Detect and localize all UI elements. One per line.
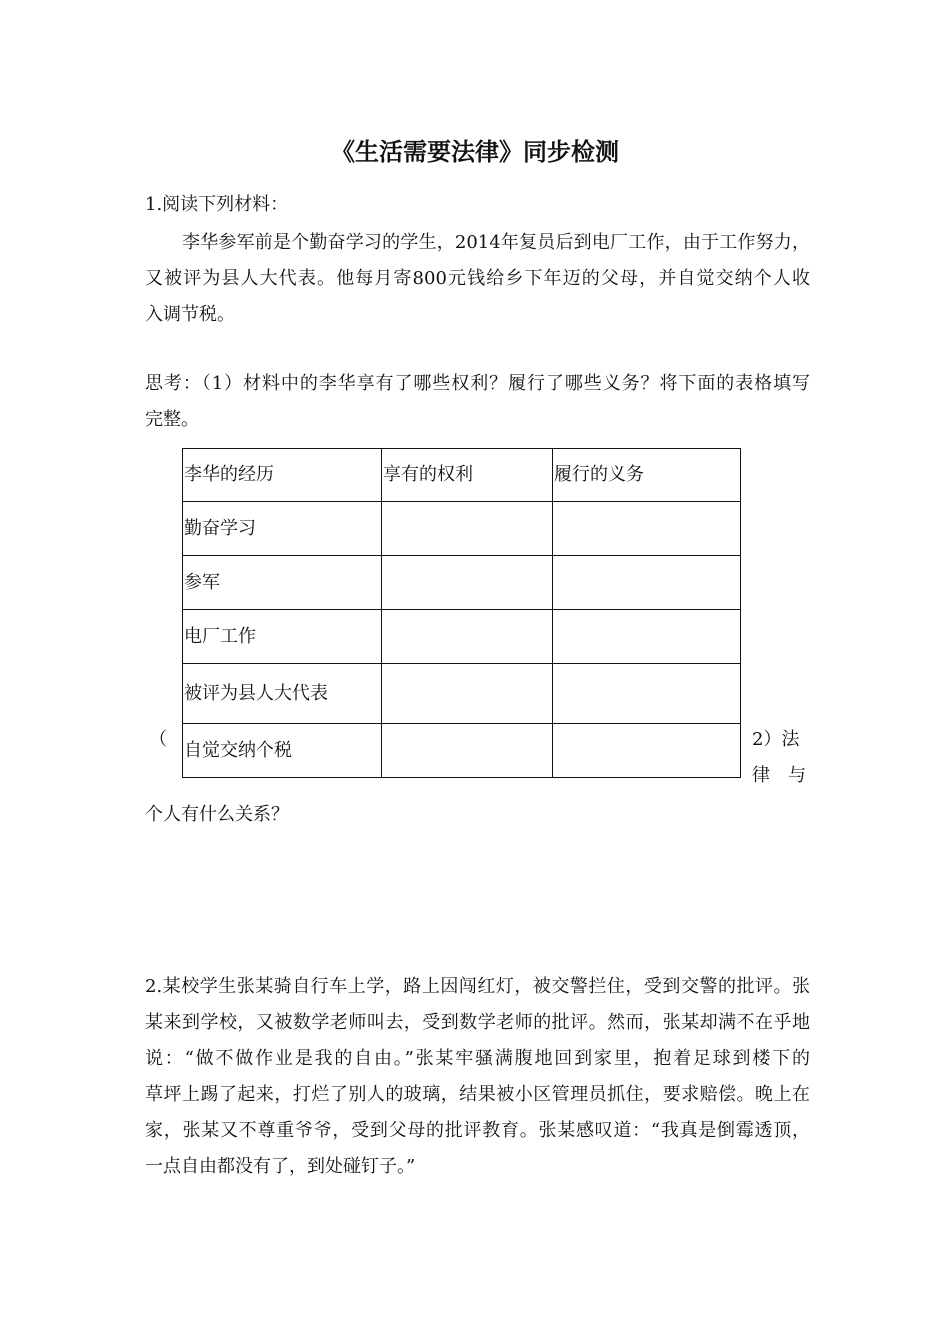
think-line-2: 完整。 xyxy=(145,409,199,430)
q2-line-4: 草坪上踢了起来，打烂了别人的玻璃，结果被小区管理员抓住，要求赔偿。晚上在 xyxy=(145,1084,810,1105)
table-row xyxy=(183,502,741,556)
material-line-2: 又被评为县人大代表。他每月寄800元钱给乡下年迈的父母，并自觉交纳个人收 xyxy=(145,268,810,289)
table-cell-rights-blank[interactable] xyxy=(382,502,553,556)
rights-duties-table xyxy=(182,448,741,778)
question-2-open-paren: （ xyxy=(149,729,167,750)
table-row xyxy=(183,556,741,610)
table-cell-rights-blank[interactable] xyxy=(382,556,553,610)
question-2-text-right-2: 律 与 xyxy=(752,765,806,786)
table-header-row xyxy=(183,449,741,502)
material-line-1: 李华参军前是个勤奋学习的学生，2014年复员后到电厂工作，由于工作努力， xyxy=(182,232,810,253)
table-cell-experience: 被评为县人大代表 xyxy=(183,664,382,724)
q2-line-3: 说：“做不做作业是我的自由。”张某牢骚满腹地回到家里，抱着足球到楼下的 xyxy=(145,1048,810,1069)
page-title: 《生活需要法律》同步检测 xyxy=(331,138,619,166)
table-cell-experience: 勤奋学习 xyxy=(183,502,382,556)
table-cell-experience: 电厂工作 xyxy=(183,610,382,664)
table-cell-rights-blank[interactable] xyxy=(382,724,553,778)
table-cell-experience: 参军 xyxy=(183,556,382,610)
q2-line-1: 2.某校学生张某骑自行车上学，路上因闯红灯，被交警拦住，受到交警的批评。张 xyxy=(145,976,810,997)
question-1-heading: 1.阅读下列材料： xyxy=(145,194,289,215)
table-row xyxy=(183,724,741,778)
table-cell-rights-blank[interactable] xyxy=(382,610,553,664)
table-cell-duties-blank[interactable] xyxy=(553,664,741,724)
table-cell-duties-blank[interactable] xyxy=(553,502,741,556)
question-2-text-right-1: 2）法 xyxy=(752,729,800,750)
q2-line-2: 某来到学校，又被数学老师叫去，受到数学老师的批评。然而，张某却满不在乎地 xyxy=(145,1012,810,1033)
q2-line-6: 一点自由都没有了，到处碰钉子。” xyxy=(145,1156,416,1177)
material-line-3: 入调节税。 xyxy=(145,304,235,325)
table-row xyxy=(183,610,741,664)
table-cell-duties-blank[interactable] xyxy=(553,724,741,778)
table-header-cell: 履行的义务 xyxy=(553,449,741,502)
table-cell-duties-blank[interactable] xyxy=(553,556,741,610)
question-2-text-tail: 个人有什么关系？ xyxy=(145,804,289,825)
table-header-cell: 享有的权利 xyxy=(382,449,553,502)
table-cell-experience: 自觉交纳个税 xyxy=(183,724,382,778)
think-line-1: 思考：（1）材料中的李华享有了哪些权利？履行了哪些义务？将下面的表格填写 xyxy=(145,373,810,394)
table-header-cell: 李华的经历 xyxy=(183,449,382,502)
table-row xyxy=(183,664,741,724)
table-cell-duties-blank[interactable] xyxy=(553,610,741,664)
q2-line-5: 家，张某又不尊重爷爷，受到父母的批评教育。张某感叹道：“我真是倒霉透顶， xyxy=(145,1120,810,1141)
table-cell-rights-blank[interactable] xyxy=(382,664,553,724)
